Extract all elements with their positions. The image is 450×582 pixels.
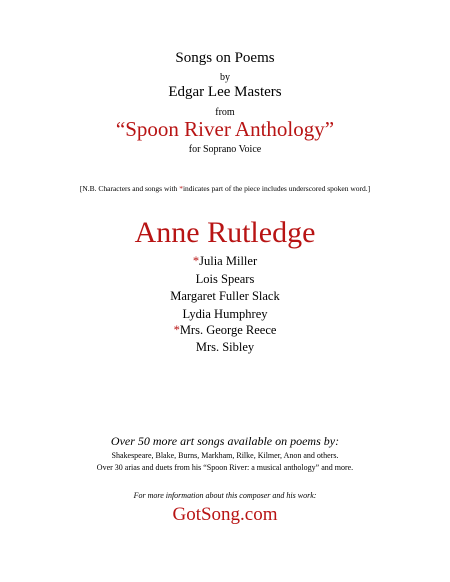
song-item [0,308,450,321]
song-name: Margaret Fuller Slack [170,289,280,303]
header-by: by [220,72,230,83]
note-star: * [179,184,183,193]
song-name: Lois Spears [195,272,255,286]
main-title: Anne Rutledge [134,216,316,249]
note-text-before: [N.B. Characters and songs with [79,184,180,193]
spoken-word-note [0,185,450,193]
website-link[interactable]: GotSong.com [172,504,278,525]
song-name: Lydia Humphrey [182,307,268,321]
song-item [0,273,450,286]
more-works: Over 30 arias and duets from his “Spoon River: a musical anthology” and more. [96,463,354,472]
promo-heading: Over 50 more art songs available on poems by: [110,434,340,448]
song-name: Julia Miller [199,254,258,268]
poets-list: Shakespeare, Blake, Burns, Markham, Rilke, Kilmer, Anon and others. [111,451,339,460]
song-item [0,290,450,303]
voice-type: for Soprano Voice [188,144,262,155]
header-title: Songs on Poems [175,50,275,66]
note-text-after: indicates part of the piece includes underscored spoken word.] [182,184,371,193]
poet-name: Edgar Lee Masters [168,84,282,100]
song-item [0,324,450,337]
header-from: from [215,107,235,118]
song-name: Mrs. George Reece [179,323,277,337]
spoken-word-star: * [192,254,200,268]
info-line: For more information about this composer and his work: [133,491,317,500]
song-name: Mrs. Sibley [195,340,255,354]
song-item [0,341,450,354]
anthology-title: “Spoon River Anthology” [115,117,335,141]
spoken-word-star: * [173,323,180,337]
song-item [0,255,450,268]
